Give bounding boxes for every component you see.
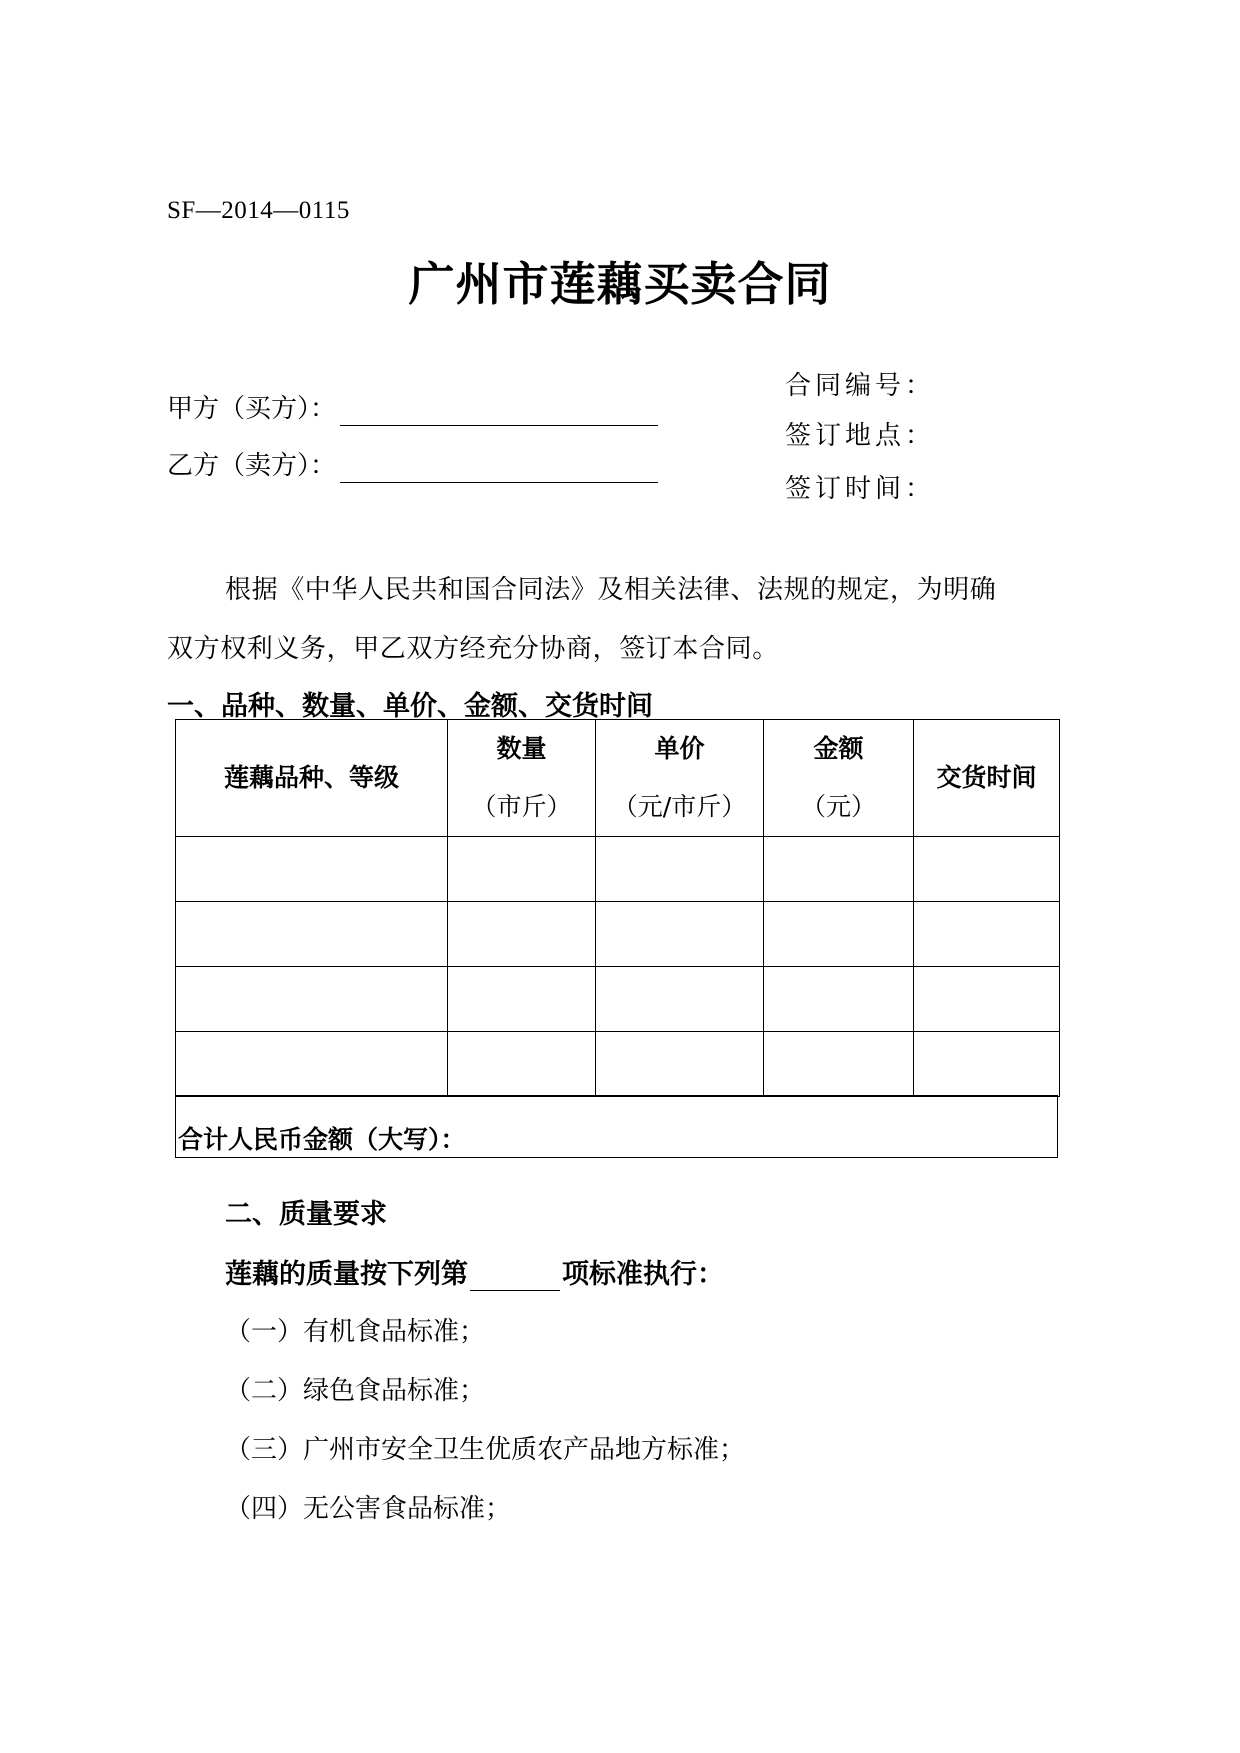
page-title: 广州市莲藕买卖合同	[408, 257, 832, 311]
standard-item-4: （四）无公害食品标准；	[225, 1494, 512, 1524]
table-row	[176, 902, 1060, 967]
total-amount-label: 合计人民币金额（大写）：	[178, 1125, 466, 1154]
table-row	[176, 967, 1060, 1032]
party-b-blank-line[interactable]	[340, 456, 658, 483]
table-cell[interactable]	[176, 902, 448, 967]
header-unit-price: 单价 （元/市斤）	[596, 720, 764, 837]
table-cell[interactable]	[448, 1032, 596, 1097]
product-table	[175, 719, 1060, 1097]
table-cell[interactable]	[176, 837, 448, 902]
table-cell[interactable]	[596, 1032, 764, 1097]
party-a-label: 甲方（买方）：	[167, 394, 337, 424]
sign-time-label: 签订时间：	[785, 474, 936, 504]
party-a-row	[167, 392, 658, 426]
header-quantity: 数量 （市斤）	[448, 720, 596, 837]
quality-standard-intro	[225, 1252, 724, 1291]
standard-choice-blank[interactable]	[470, 1266, 560, 1291]
table-cell[interactable]	[596, 967, 764, 1032]
document-code: SF—2014—0115	[167, 197, 350, 224]
standard-item-2: （二）绿色食品标准；	[225, 1376, 486, 1406]
table-cell[interactable]	[176, 967, 448, 1032]
table-header-row	[176, 720, 1060, 837]
standard-item-3: （三）广州市安全卫生优质农产品地方标准；	[225, 1435, 746, 1465]
preamble-line-1: 根据《中华人民共和国合同法》及相关法律、法规的规定，为明确	[225, 575, 997, 605]
party-a-blank-line[interactable]	[340, 399, 658, 426]
table-cell[interactable]	[764, 837, 914, 902]
sign-place-label: 签订地点：	[785, 421, 936, 451]
party-b-row	[167, 449, 658, 483]
quality-intro-before: 莲藕的质量按下列第	[225, 1259, 468, 1290]
preamble-line-2: 双方权利义务，甲乙双方经充分协商，签订本合同。	[167, 634, 779, 664]
table-cell[interactable]	[176, 1032, 448, 1097]
table-cell[interactable]	[448, 967, 596, 1032]
table-cell[interactable]	[914, 837, 1060, 902]
table-cell[interactable]	[764, 902, 914, 967]
header-variety-grade: 莲藕品种、等级	[176, 720, 448, 837]
contract-number-label: 合同编号：	[785, 371, 936, 401]
table-cell[interactable]	[596, 902, 764, 967]
quality-intro-after: 项标准执行：	[562, 1259, 724, 1290]
table-row	[176, 1032, 1060, 1097]
table-cell[interactable]	[448, 902, 596, 967]
table-cell[interactable]	[764, 1032, 914, 1097]
header-amount: 金额 （元）	[764, 720, 914, 837]
total-amount-row[interactable]	[175, 1095, 1058, 1158]
section-1-title: 一、品种、数量、单价、金额、交货时间	[167, 691, 653, 722]
table-cell[interactable]	[914, 1032, 1060, 1097]
party-b-label: 乙方（卖方）：	[167, 451, 337, 481]
section-2-title: 二、质量要求	[225, 1199, 387, 1230]
table-row	[176, 837, 1060, 902]
table-cell[interactable]	[764, 967, 914, 1032]
standard-item-1: （一）有机食品标准；	[225, 1317, 486, 1347]
header-delivery-time: 交货时间	[914, 720, 1060, 837]
table-cell[interactable]	[914, 967, 1060, 1032]
table-cell[interactable]	[596, 837, 764, 902]
table-cell[interactable]	[914, 902, 1060, 967]
table-cell[interactable]	[448, 837, 596, 902]
